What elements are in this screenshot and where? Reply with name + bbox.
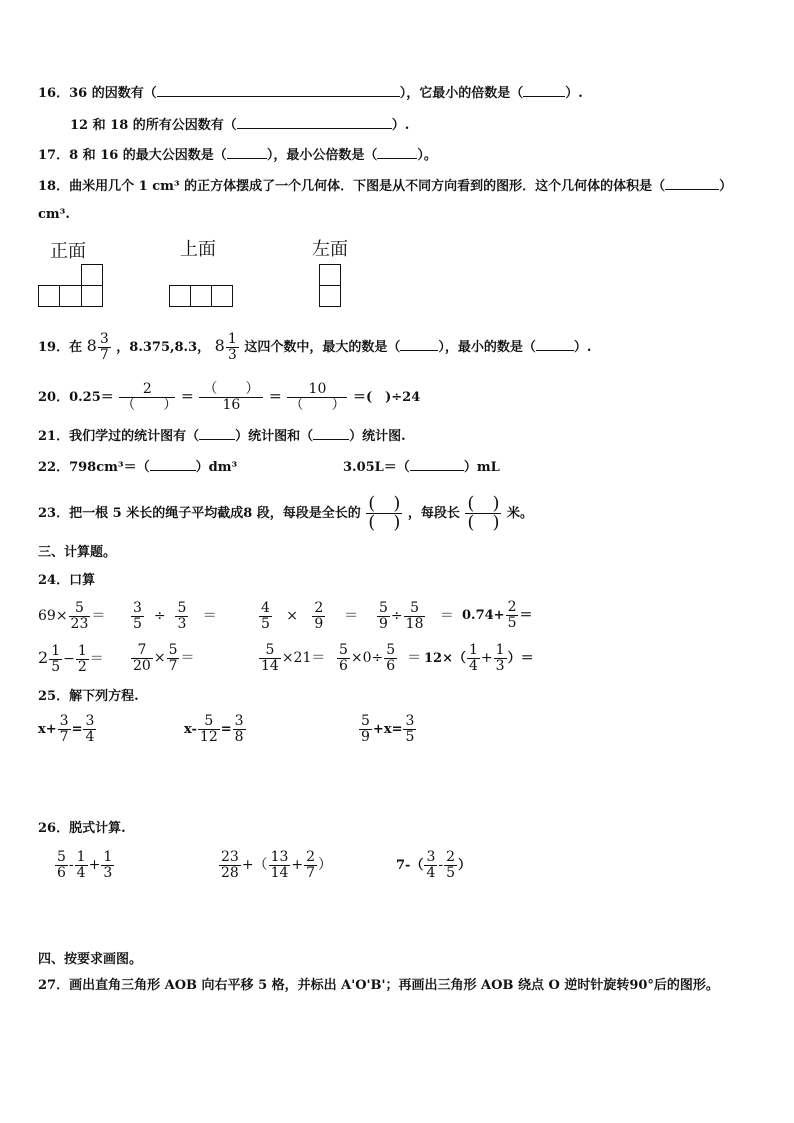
question-17: 17．8 和 16 的最大公因数是（ ），最小公倍数是（ ）。	[38, 148, 437, 163]
section-3-heading: 三、计算题。	[38, 545, 117, 560]
cube-square	[81, 285, 103, 307]
answer-blank[interactable]	[199, 427, 235, 440]
cube-square	[169, 285, 191, 307]
calc-item: $\frac{5}{6}$ - $\frac{1}{4}$ + $\frac{1}{3}$	[57, 848, 113, 881]
mental-math-item: $\frac{5}{9}$ ÷ $\frac{5}{18}$ ＝	[379, 599, 454, 632]
answer-blank[interactable]	[313, 427, 349, 440]
cube-square	[190, 285, 212, 307]
question-21: 21．我们学过的统计图有（ ）统计图和（ ）统计图.	[38, 429, 406, 444]
mental-math-item: 12×（ $\frac{1}{4}$ + $\frac{1}{3}$ ）＝	[424, 642, 534, 674]
cube-square	[319, 285, 341, 307]
question-23: 23．把一根 5 米长的绳子平均截成8 段，每段是全长的 $\frac{( )}{( )}$ ，每段长 $\frac{( )}{( )}$ 米。	[38, 493, 534, 533]
fraction: $\frac{1}{3}$	[227, 331, 237, 363]
mental-math-item: $\frac{5}{14}$ ×21＝	[261, 641, 326, 674]
cube-square	[81, 264, 103, 286]
view-label-top: 上面	[180, 239, 216, 260]
fraction: $\frac{2}{( )}$	[121, 381, 178, 413]
question-18-line-2: cm³.	[38, 207, 70, 222]
fraction: $\frac{( )}{16}$	[199, 382, 263, 413]
mental-math-item: 2 $\frac{1}{5}$ − $\frac{1}{2}$ ＝	[38, 642, 104, 675]
question-18-line-1: 18．曲米用几个 1 cm³ 的正方体摆成了一个几何体．下图是从不同方向看到的图形．这个几何体的体积是（ ）	[38, 179, 733, 194]
answer-blank[interactable]	[400, 338, 438, 351]
mental-math-item: $\frac{5}{6}$ ×0÷ $\frac{5}{6}$ ＝	[339, 641, 422, 674]
question-16-line-1: 16．36 的因数有（ ），它最小的倍数是（ ）.	[38, 86, 583, 101]
answer-blank[interactable]	[237, 116, 392, 129]
mental-math-item: $\frac{7}{20}$ × $\frac{5}{7}$ ＝	[133, 641, 195, 674]
question-20: 20．0.25＝ $\frac{2}{( )}$ ＝ $\frac{( )}{16}$ ＝ $\frac{10}{( )}$ ＝( )÷24	[38, 381, 421, 413]
question-27: 27．画出直角三角形 AOB 向右平移 5 格，并标出 A'O'B'；再画出三角形 AOB 绕点 O 逆时针旋转90°后的图形。	[38, 978, 719, 993]
equation-item: x+ $\frac{3}{7}$ = $\frac{3}{4}$	[38, 713, 95, 745]
answer-blank[interactable]	[523, 84, 565, 97]
question-26-title: 26．脱式计算.	[38, 821, 126, 836]
mental-math-item: $\frac{3}{5}$ ÷ $\frac{5}{3}$ ＝	[133, 599, 217, 632]
mental-math-item: 69× $\frac{5}{23}$ ＝	[38, 599, 106, 632]
question-22-part-2: 3.05L＝（ ）mL	[343, 460, 500, 475]
fraction: $\frac{10}{( )}$	[289, 381, 346, 413]
cube-square	[38, 285, 60, 307]
answer-blank[interactable]	[665, 177, 719, 190]
equation-item: $\frac{5}{9}$ +x= $\frac{3}{5}$	[361, 713, 415, 745]
fraction: $\frac{3}{7}$	[99, 331, 109, 363]
answer-blank[interactable]	[150, 458, 196, 471]
question-19: 19．在 8 $\frac{3}{7}$ ，8.375,8.3， 8 $\frac{1}{3}$ 这四个数中，最大的数是（ ），最小的数是（ ）.	[38, 331, 592, 363]
calc-item: 7-（ $\frac{3}{4}$ - $\frac{2}{5}$ ）	[396, 849, 472, 881]
mental-math-item: $\frac{4}{5}$ × $\frac{2}{9}$ ＝	[261, 599, 359, 632]
answer-blank[interactable]	[227, 146, 267, 159]
answer-fraction[interactable]: $\frac{( )}{( )}$	[467, 493, 500, 533]
answer-blank[interactable]	[536, 338, 574, 351]
calc-item: $\frac{23}{28}$ +（ $\frac{13}{14}$ + $\frac{2}{7}$ ）	[221, 848, 333, 881]
cube-square	[211, 285, 233, 307]
mental-math-item: 0.74+ $\frac{2}{5}$ ＝	[462, 599, 533, 631]
question-16-line-2: 12 和 18 的所有公因数有（ ）.	[70, 118, 410, 133]
cube-square	[59, 285, 82, 307]
answer-blank[interactable]	[410, 458, 464, 471]
answer-blank[interactable]	[157, 84, 400, 97]
answer-blank[interactable]	[377, 146, 417, 159]
view-label-front: 正面	[50, 241, 86, 262]
answer-fraction[interactable]: $\frac{( )}{( )}$	[368, 493, 401, 533]
section-4-heading: 四、按要求画图。	[38, 952, 143, 967]
cube-square	[319, 264, 341, 286]
view-label-left: 左面	[312, 239, 348, 260]
question-24-title: 24．口算	[38, 573, 96, 588]
question-22-part-1: 22．798cm³＝（ ）dm³	[38, 460, 238, 475]
question-25-title: 25．解下列方程.	[38, 689, 139, 704]
equation-item: x- $\frac{5}{12}$ = $\frac{3}{8}$	[184, 713, 244, 745]
